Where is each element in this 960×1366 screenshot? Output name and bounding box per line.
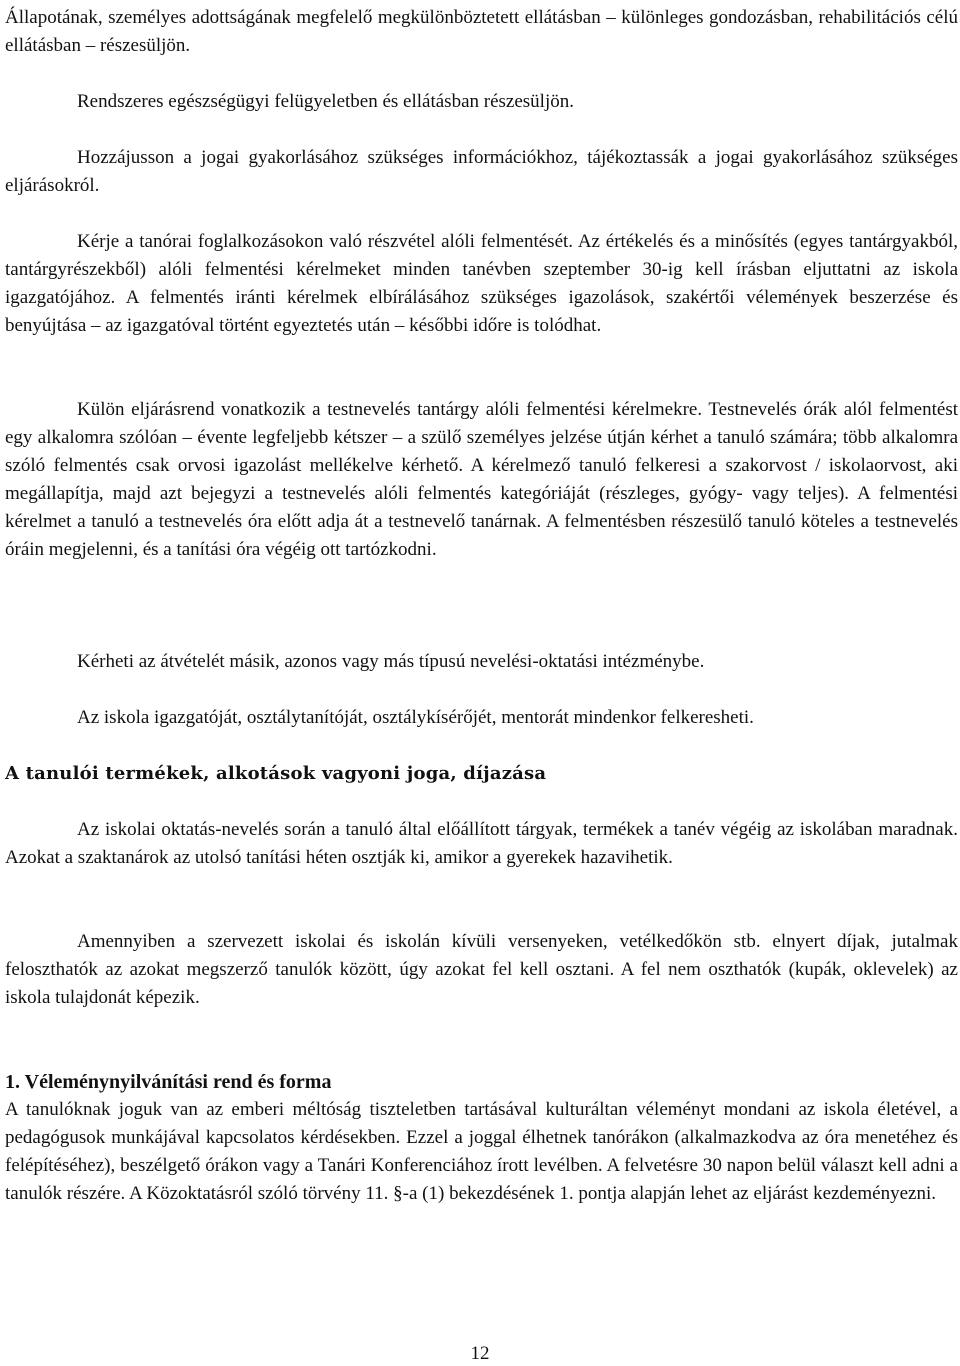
paragraph-information-access: Hozzájusson a jogai gyakorlásához szükséges információkhoz, tájékoztassák a jogai gyakorlásához szükséges eljárásokról. [5, 147, 958, 196]
paragraph-competition-prizes: Amennyiben a szervezett iskolai és iskolán kívüli versenyeken, vetélkedőkön stb. elnyert díjak, jutalmak feloszthatók az azokat megszerző tanulók között, úgy azokat fel kell osztani. A fel nem oszthatók (kupák, oklevelek) az iskola tulajdonát képezik. [5, 931, 958, 1008]
paragraph-health-supervision: Rendszeres egészségügyi felügyeletben és ellátásban részesüljön. [77, 91, 574, 112]
section-heading-opinion: 1. Véleménynyilvánítási rend és forma [5, 1071, 332, 1093]
paragraph-exemption-request: Kérje a tanórai foglalkozásokon való részvétel alóli felmentését. Az értékelés és a minősítés (egyes tantárgyakból, tantárgyrészekből) alóli felmentési kérelmeket minden tanévben szeptember 30-ig kell írásban eljuttatni az iskola igazgatójához. A felmentés iránti kérelmek elbírálásához szükséges igazolások, szakértői vélemények beszerzése és benyújtása – az igazgatóval történt egyeztetés után – későbbi időre is tolódhat. [5, 231, 958, 336]
section-heading-products: A tanulói termékek, alkotások vagyoni joga, díjazása [5, 763, 547, 784]
paragraph-student-products: Az iskolai oktatás-nevelés során a tanuló által előállított tárgyak, termékek a tanév végéig az iskolában maradnak. Azokat a szaktanárok az utolsó tanítási héten osztják ki, amikor a gyerekek hazavihetik. [5, 819, 958, 868]
paragraph-opinion-rights: A tanulóknak joguk van az emberi méltóság tiszteletben tartásával kulturáltan véleményt mondani az iskola életével, a pedagógusok munkájával kapcsolatos kérdésekben. Ezzel a joggal élhetnek tanórákon (alkalmazkodva az óra menetéhez és felépítéséhez), beszélgető órákon vagy a Tanári Konferenciához írott levélben. A felvetésre 30 napon belül választ kell adni a tanulók részére. A Közoktatásról szóló törvény 11. §-a (1) bekezdésének 1. pontja alapján lehet az eljárást kezdeményezni. [5, 1099, 958, 1204]
paragraph-pe-exemption: Külön eljárásrend vonatkozik a testnevelés tantárgy alóli felmentési kérelmekre. Testnevelés órák alól felmentést egy alkalomra szólóan – évente legfeljebb kétszer – a szülő személyes jelzése útján kérhet a tanuló számára; több alkalomra szóló felmentés csak orvosi igazolást mellékelve kérhető. A kérelmező tanuló felkeresi a szakorvost / iskolaorvost, aki megállapítja, majd azt bejegyzi a testnevelés alóli felmentés kategóriáját (részleges, gyógy- vagy teljes). A felmentési kérelmet a tanuló a testnevelés óra előtt adja át a testnevelő tanárnak. A felmentésben részesülő tanuló köteles a testnevelés óráin megjelenni, és a tanítási óra végéig ott tartózkodni. [5, 399, 958, 560]
page-number: 12 [470, 1343, 490, 1364]
paragraph-special-care: Állapotának, személyes adottságának megfelelő megkülönböztetett ellátásban – különleges gondozásban, rehabilitációs célú ellátásban – részesüljön. [5, 7, 958, 56]
paragraph-contact-staff: Az iskola igazgatóját, osztálytanítóját, osztálykísérőjét, mentorát mindenkor felkeresheti. [77, 707, 754, 728]
paragraph-transfer: Kérheti az átvételét másik, azonos vagy más típusú nevelési-oktatási intézménybe. [77, 651, 705, 672]
